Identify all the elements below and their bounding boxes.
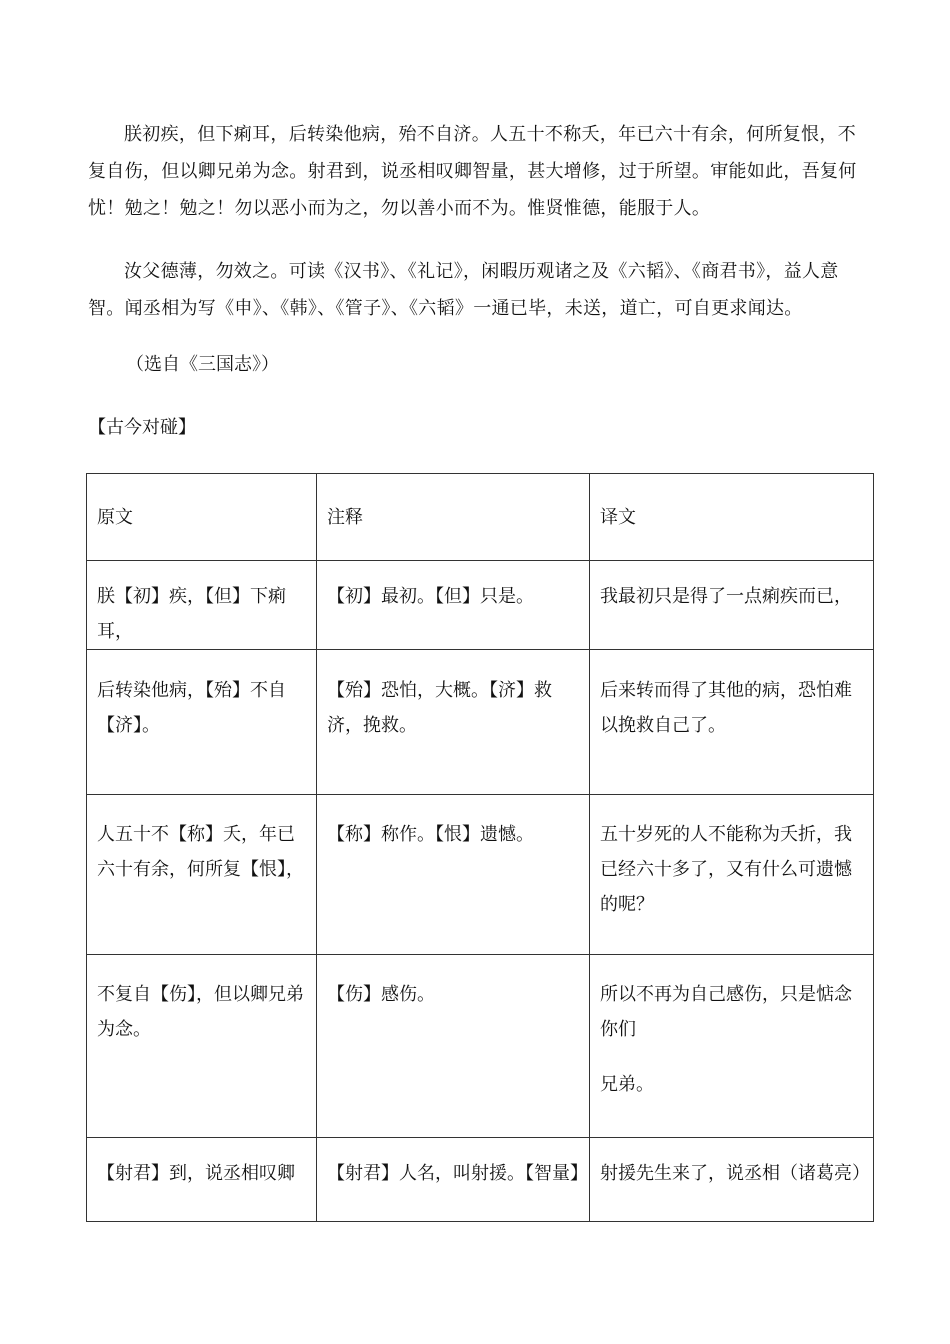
table-row: [87, 650, 874, 795]
table-row: [87, 561, 874, 650]
body-paragraph: 汝父德薄，勿效之。可读《汉书》、《礼记》，闲暇历观诸之及《六韬》、《商君书》，益人意智。闻丞相为写《申》、《韩》、《管子》、《六韬》一通已毕，未送，道亡，可自更求闻达。: [88, 261, 839, 319]
cell-original: 【射君】到，说丞相叹卿: [87, 1138, 317, 1222]
table-row: [87, 955, 874, 1138]
source-citation: （选自《三国志》）: [126, 354, 279, 375]
header-translation: 译文: [590, 474, 874, 561]
body-paragraph: 朕初疾，但下痢耳，后转染他病，殆不自济。人五十不称夭，年已六十有余，何所复恨，不复自伤，但以卿兄弟为念。射君到，说丞相叹卿智量，甚大增修，过于所望。审能如此，吾复何忧！勉之！勉之！勿以恶小而为之，勿以善小而不为。惟贤惟德，能服于人。: [88, 124, 857, 219]
table-row: [87, 795, 874, 955]
cell-notes: 【射君】人名，叫射援。【智量】: [317, 1138, 590, 1222]
header-original: 原文: [87, 474, 317, 561]
cell-original: 后转染他病，【殆】不自【济】。: [87, 650, 317, 795]
gloss-table: [86, 473, 874, 1222]
cell-notes: 【伤】感伤。: [317, 955, 590, 1138]
section-heading: 【古今对碰】: [88, 417, 196, 438]
cell-original: 朕【初】疾，【但】下痢耳，: [87, 561, 317, 650]
translation-line: 兄弟。: [600, 1074, 654, 1095]
table-header-row: [87, 474, 874, 561]
cell-translation: 我最初只是得了一点痢疾而已，: [590, 561, 874, 650]
cell-notes: 【称】称作。【恨】遗憾。: [317, 795, 590, 955]
cell-translation: 五十岁死的人不能称为夭折，我已经六十多了，又有什么可遗憾的呢？: [590, 795, 874, 955]
cell-notes: 【初】最初。【但】只是。: [317, 561, 590, 650]
cell-notes: 【殆】恐怕，大概。【济】救济，挽救。: [317, 650, 590, 795]
cell-translation: [590, 955, 874, 1138]
cell-original: 不复自【伤】，但以卿兄弟为念。: [87, 955, 317, 1138]
translation-line: 所以不再为自己感伤，只是惦念你们: [600, 984, 852, 1040]
header-notes: 注释: [317, 474, 590, 561]
cell-translation: 后来转而得了其他的病，恐怕难以挽救自己了。: [590, 650, 874, 795]
cell-original: 人五十不【称】夭，年已六十有余，何所复【恨】，: [87, 795, 317, 955]
cell-translation: 射援先生来了，说丞相（诸葛亮）: [590, 1138, 874, 1222]
table-row: [87, 1138, 874, 1222]
